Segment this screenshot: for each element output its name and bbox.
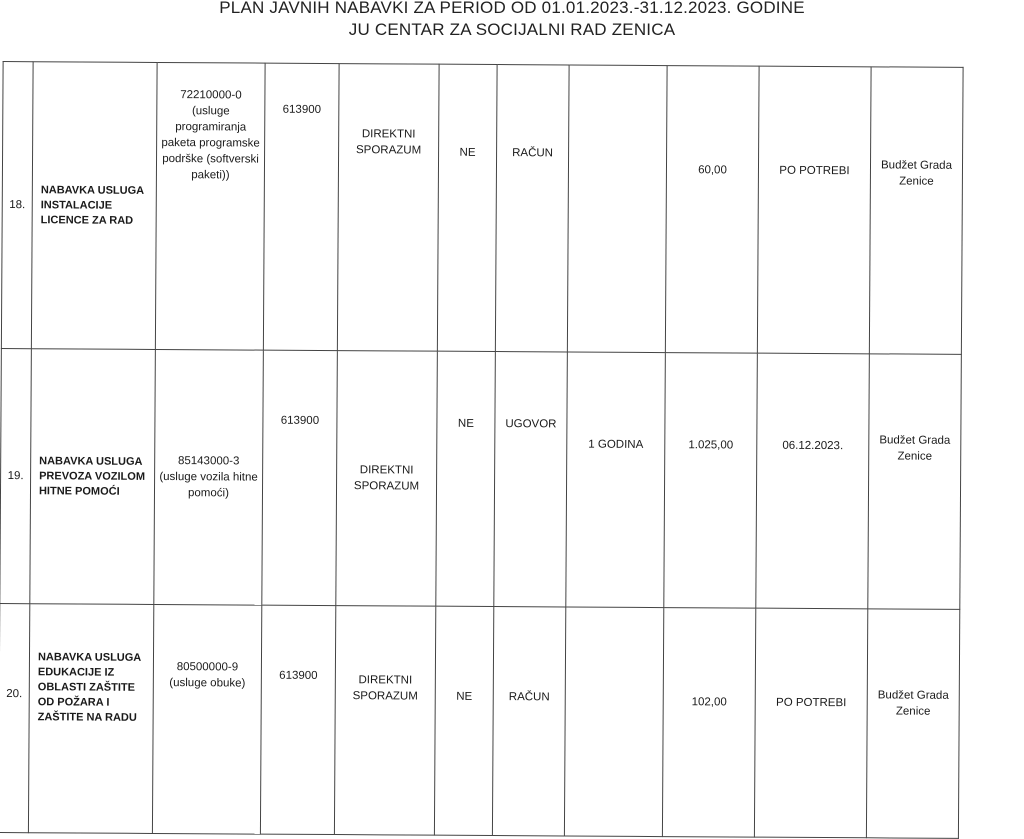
cpv-code: 80500000-9 (usluge obuke) xyxy=(152,604,261,834)
estimated-value: 102,00 xyxy=(662,608,755,838)
table-row xyxy=(1,62,963,355)
planned-date: PO POTREBI xyxy=(757,66,871,354)
table-row xyxy=(0,604,960,839)
procurement-subject: NABAVKA USLUGA EDUKACIJE IZ OBLASTI ZAŠTITE OD POŽARA I ZAŠTITE NA RADU xyxy=(28,604,153,834)
contract-type: RAČUN xyxy=(492,607,565,836)
konto-code: 613900 xyxy=(260,605,335,834)
flag-value: NE xyxy=(437,64,497,351)
contract-duration xyxy=(567,65,667,353)
estimated-value: 60,00 xyxy=(665,66,759,354)
contract-duration: 1 GODINA xyxy=(566,352,666,608)
funding-source: Budžet Grada Zenice xyxy=(868,354,962,610)
konto-code: 613900 xyxy=(263,63,339,350)
row-number: 20. xyxy=(0,604,30,833)
procurement-subject: NABAVKA USLUGA PREVOZA VOZILOM HITNE POMOĆI xyxy=(30,349,156,605)
procedure-type: DIREKTNI SPORAZUM xyxy=(336,351,438,607)
flag-value: NE xyxy=(434,606,493,835)
flag-value: NE xyxy=(436,351,496,606)
contract-type: UGOVOR xyxy=(494,352,568,607)
funding-source: Budžet Grada Zenice xyxy=(869,67,963,355)
contract-type: RAČUN xyxy=(495,65,569,352)
contract-duration xyxy=(564,607,663,837)
row-number: 19. xyxy=(0,349,31,604)
planned-date: PO POTREBI xyxy=(754,608,867,838)
procedure-type: DIREKTNI SPORAZUM xyxy=(337,64,439,352)
procurement-table xyxy=(0,61,964,839)
konto-code: 613900 xyxy=(262,350,338,605)
document-title: PLAN JAVNIH NABAVKI ZA PERIOD OD 01.01.2023.-31.12.2023. GODINE xyxy=(219,0,805,17)
planned-date: 06.12.2023. xyxy=(756,353,870,609)
document-subtitle: JU CENTAR ZA SOCIJALNI RAD ZENICA xyxy=(348,20,676,39)
cpv-code: 85143000-3 (usluge vozila hitne pomoći) xyxy=(154,349,264,605)
procedure-type: DIREKTNI SPORAZUM xyxy=(334,606,435,836)
estimated-value: 1.025,00 xyxy=(664,353,758,609)
procurement-subject: NABAVKA USLUGA INSTALACIJE LICENCE ZA RAD xyxy=(31,62,157,350)
cpv-code: 72210000-0 (usluge programiranja paketa programske podrške (softverski paketi)) xyxy=(155,62,265,350)
funding-source: Budžet Grada Zenice xyxy=(866,609,959,839)
table-row xyxy=(0,349,961,610)
row-number: 18. xyxy=(1,62,33,349)
